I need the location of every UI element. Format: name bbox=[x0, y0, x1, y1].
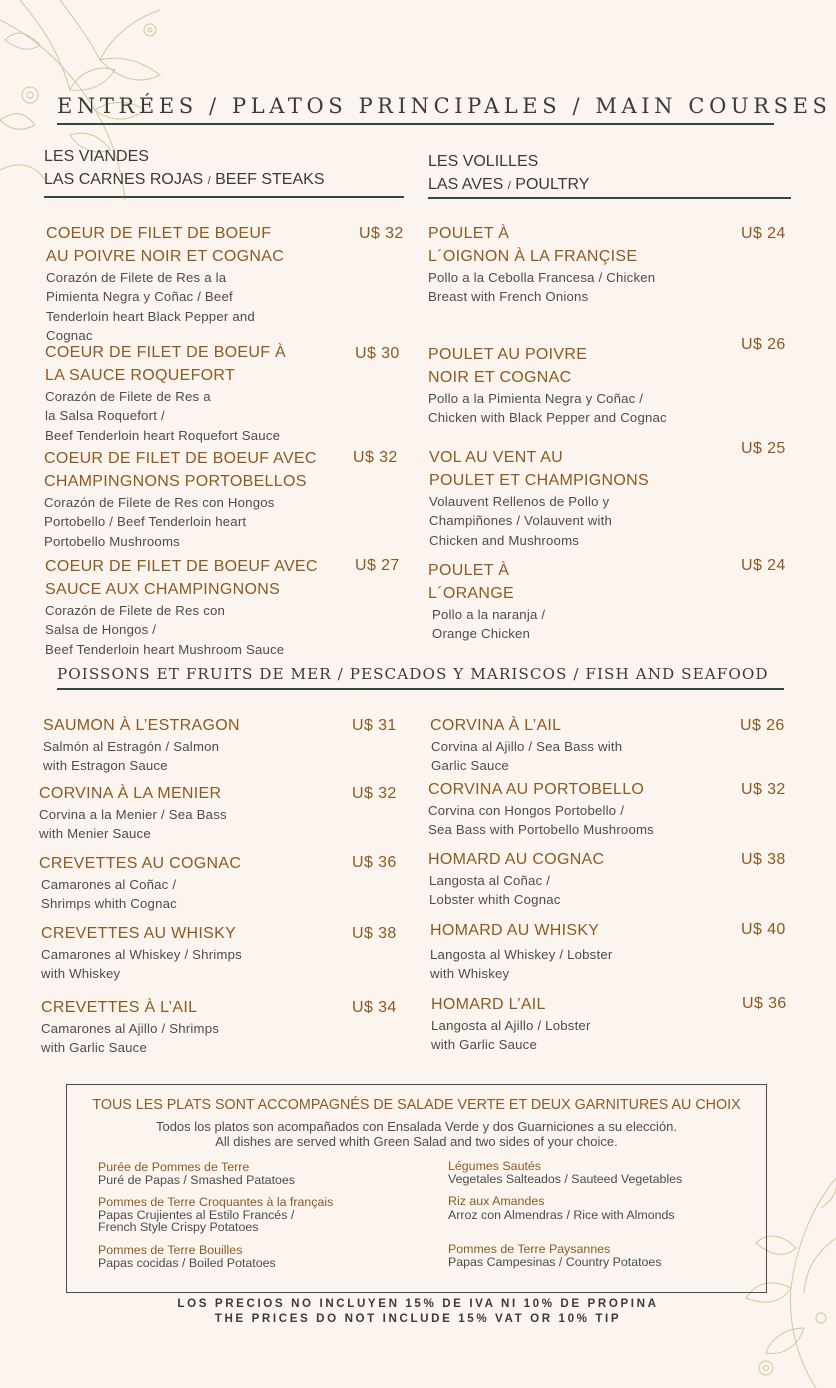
item-name: CREVETTES AU WHISKY bbox=[41, 925, 237, 942]
item-description: with Menier Sauce bbox=[39, 826, 151, 842]
item-description: with Whiskey bbox=[430, 966, 510, 982]
item-price: U$ 36 bbox=[742, 995, 787, 1012]
item-description: Corazón de Filete de Res a bbox=[45, 389, 211, 404]
side-name: Pommes de Terre Paysannes bbox=[448, 1242, 611, 1256]
item-name: POULET À bbox=[428, 562, 510, 579]
item-description: Pimienta Negra y Coñac / Beef bbox=[46, 289, 233, 305]
item-description: Camarones al Whiskey / Shrimps bbox=[41, 947, 242, 962]
item-description: Beef Tenderloin heart Mushroom Sauce bbox=[45, 641, 285, 657]
item-price: U$ 32 bbox=[741, 781, 786, 798]
item-description: with Garlic Sauce bbox=[41, 1040, 148, 1056]
item-name: HOMARD AU WHISKY bbox=[430, 922, 600, 939]
side-description: Papas cocidas / Boiled Potatoes bbox=[98, 1255, 276, 1270]
item-name: SAUMON À L’ESTRAGON bbox=[43, 717, 240, 734]
item-name: COEUR DE FILET DE BOEUF AVEC bbox=[44, 450, 317, 467]
side-description: Arroz con Almendras / Rice with Almonds bbox=[448, 1207, 675, 1222]
item-name: CORVINA AU PORTOBELLO bbox=[428, 781, 645, 798]
menu-item-seafood-right-3 bbox=[428, 848, 604, 910]
side-description: Papas Campesinas / Country Potatoes bbox=[448, 1254, 662, 1269]
meats-heading bbox=[44, 145, 325, 193]
item-name: AU POIVRE NOIR ET COGNAC bbox=[46, 248, 285, 265]
side-option bbox=[448, 1195, 675, 1221]
item-description: Chicken and Mushrooms bbox=[429, 532, 580, 548]
item-name: LA SAUCE ROQUEFORT bbox=[45, 367, 236, 384]
seafood-section-title: POISSONS ET FRUITS DE MER / PESCADOS Y MARISCOS / FISH AND SEAFOOD bbox=[57, 665, 769, 683]
sides-subtitle-en: All dishes are served whith Green Salad and two sides of your choice. bbox=[215, 1134, 618, 1149]
menu-item-seafood-left-4 bbox=[41, 922, 242, 984]
item-name: HOMARD AU COGNAC bbox=[428, 851, 605, 868]
item-name: POULET ET CHAMPIGNONS bbox=[429, 472, 649, 489]
item-price: U$ 36 bbox=[352, 854, 397, 871]
item-description: la Salsa Roquefort / bbox=[45, 408, 165, 424]
item-description: Chicken with Black Pepper and Cognac bbox=[428, 410, 667, 426]
item-description: Lobster whith Cognac bbox=[429, 892, 561, 908]
item-name: L´ORANGE bbox=[428, 585, 514, 602]
poultry-heading-en: POULTRY bbox=[515, 176, 590, 193]
item-description: Breast with French Onions bbox=[428, 289, 589, 305]
item-price: U$ 31 bbox=[352, 717, 397, 734]
item-name: POULET À bbox=[428, 225, 510, 242]
item-name: COEUR DE FILET DE BOEUF bbox=[46, 225, 272, 242]
menu-item-meat-4 bbox=[45, 555, 318, 659]
side-name: Légumes Sautés bbox=[448, 1159, 541, 1173]
meats-heading-es: LAS CARNES ROJAS bbox=[44, 171, 204, 188]
side-description: French Style Crispy Potatoes bbox=[98, 1220, 259, 1234]
item-description: Pollo a la Cebolla Francesa / Chicken bbox=[428, 270, 656, 285]
side-description: Puré de Papas / Smashed Patatoes bbox=[98, 1172, 295, 1187]
menu-item-seafood-left-1 bbox=[43, 714, 240, 776]
item-name: CREVETTES À L’AIL bbox=[41, 999, 198, 1016]
side-option bbox=[448, 1160, 682, 1185]
item-price: U$ 30 bbox=[355, 345, 400, 362]
meats-heading-en: BEEF STEAKS bbox=[215, 171, 325, 188]
item-price: U$ 34 bbox=[352, 999, 397, 1016]
menu-item-poultry-4 bbox=[428, 559, 545, 644]
item-name: CHAMPINGNONS PORTOBELLOS bbox=[44, 473, 307, 490]
item-price: U$ 27 bbox=[355, 557, 400, 574]
item-price: U$ 40 bbox=[741, 921, 786, 938]
menu-item-meat-1 bbox=[46, 222, 284, 345]
meats-heading-separator: / bbox=[207, 175, 211, 187]
footer-note-en: THE PRICES DO NOT INCLUDE 15% VAT OR 10% TIP bbox=[214, 1312, 622, 1325]
menu-item-seafood-right-1 bbox=[430, 714, 622, 776]
menu-item-seafood-right-2 bbox=[428, 778, 654, 840]
item-name: COEUR DE FILET DE BOEUF AVEC bbox=[45, 558, 318, 575]
poultry-heading-line-1: LES VOLILLES bbox=[428, 153, 539, 170]
side-option bbox=[98, 1196, 333, 1234]
item-description: Volauvent Rellenos de Pollo y bbox=[429, 494, 610, 509]
item-description: Pollo a la naranja / bbox=[432, 607, 546, 622]
menu-item-seafood-right-5 bbox=[431, 993, 591, 1055]
meats-heading-rule bbox=[44, 196, 404, 198]
side-option bbox=[98, 1244, 276, 1269]
meats-heading-line-1: LES VIANDES bbox=[44, 148, 149, 165]
item-price: U$ 24 bbox=[741, 557, 786, 574]
poultry-heading-line-2 bbox=[428, 173, 589, 198]
item-description: Corvina a la Menier / Sea Bass bbox=[39, 807, 227, 822]
item-description: Corazón de Filete de Res a la bbox=[46, 270, 227, 285]
item-description: with Estragon Sauce bbox=[43, 758, 168, 774]
menu-item-poultry-1 bbox=[428, 222, 655, 307]
item-price: U$ 26 bbox=[740, 717, 785, 734]
item-name: HOMARD L’AIL bbox=[431, 996, 546, 1013]
meats-heading-line-2 bbox=[44, 168, 325, 193]
item-price: U$ 32 bbox=[359, 225, 404, 242]
item-description: with Garlic Sauce bbox=[431, 1037, 538, 1053]
item-price: U$ 32 bbox=[352, 785, 397, 802]
poultry-heading-separator: / bbox=[507, 180, 511, 192]
item-name: COEUR DE FILET DE BOEUF À bbox=[45, 344, 287, 361]
item-price: U$ 32 bbox=[353, 449, 398, 466]
page-title: ENTRÉES / PLATOS PRINCIPALES / MAIN COURSES bbox=[57, 94, 832, 118]
item-description: Camarones al Coñac / bbox=[41, 877, 177, 892]
item-price: U$ 38 bbox=[352, 925, 397, 942]
item-description: Champiñones / Volauvent with bbox=[429, 513, 613, 529]
menu-item-poultry-3 bbox=[429, 446, 649, 550]
item-description: Corvina al Ajillo / Sea Bass with bbox=[431, 739, 623, 754]
menu-item-meat-3 bbox=[44, 447, 317, 551]
sides-subtitle-es: Todos los platos son acompañados con Ensalada Verde y dos Guarniciones a su elección. bbox=[155, 1119, 678, 1134]
item-description: Shrimps whith Cognac bbox=[41, 896, 177, 912]
menu-item-seafood-left-5 bbox=[41, 996, 219, 1058]
item-name: NOIR ET COGNAC bbox=[428, 369, 572, 386]
side-option bbox=[448, 1243, 662, 1268]
item-description: Pollo a la Pimienta Negra y Coñac / bbox=[428, 391, 644, 406]
item-description: Sea Bass with Portobello Mushrooms bbox=[428, 822, 654, 838]
item-description: Corvina con Hongos Portobello / bbox=[428, 803, 625, 818]
item-name: VOL AU VENT AU bbox=[429, 449, 564, 466]
item-price: U$ 26 bbox=[741, 336, 786, 353]
item-description: Tenderloin heart Black Pepper and bbox=[46, 308, 255, 324]
menu-item-meat-2 bbox=[45, 341, 286, 445]
item-description: Cognac bbox=[46, 327, 93, 343]
item-name: L´OIGNON À LA FRANÇISE bbox=[428, 248, 638, 265]
item-name: POULET AU POIVRE bbox=[428, 346, 588, 363]
item-name: CREVETTES AU COGNAC bbox=[39, 855, 242, 872]
menu-item-seafood-right-4 bbox=[430, 919, 612, 984]
side-name: Purée de Pommes de Terre bbox=[98, 1160, 250, 1174]
poultry-heading-es: LAS AVES bbox=[428, 176, 504, 193]
menu-item-poultry-2 bbox=[428, 343, 667, 428]
item-description: Camarones al Ajillo / Shrimps bbox=[41, 1021, 220, 1036]
item-price: U$ 38 bbox=[741, 851, 786, 868]
side-name: Pommes de Terre Bouilles bbox=[98, 1243, 243, 1257]
item-description: Corazón de Filete de Res con bbox=[45, 603, 226, 618]
item-description: Portobello / Beef Tenderloin heart bbox=[44, 514, 247, 530]
sides-title: TOUS LES PLATS SONT ACCOMPAGNÉS DE SALADE VERTE ET DEUX GARNITURES AU CHOIX bbox=[92, 1097, 741, 1113]
footer-note-es: LOS PRECIOS NO INCLUYEN 15% DE IVA NI 10% DE PROPINA bbox=[177, 1297, 659, 1310]
title-underline bbox=[57, 123, 774, 125]
side-name: Pommes de Terre Croquantes à la français bbox=[98, 1195, 334, 1209]
item-description: Salsa de Hongos / bbox=[45, 622, 157, 638]
menu-item-seafood-left-2 bbox=[39, 782, 227, 844]
item-description: Langosta al Coñac / bbox=[429, 873, 551, 888]
poultry-heading-rule bbox=[428, 197, 791, 199]
side-description: Vegetales Salteados / Sauteed Vegetables bbox=[448, 1171, 683, 1186]
menu-item-seafood-left-3 bbox=[39, 852, 241, 914]
item-description: Salmón al Estragón / Salmon bbox=[43, 739, 220, 754]
item-name: CORVINA À LA MENIER bbox=[39, 785, 222, 802]
item-price: U$ 24 bbox=[741, 225, 786, 242]
item-description: Beef Tenderloin heart Roquefort Sauce bbox=[45, 427, 281, 443]
side-description: Papas Crujientes al Estilo Francés / bbox=[98, 1207, 295, 1222]
item-description: Langosta al Ajillo / Lobster bbox=[431, 1018, 591, 1033]
item-description: Portobello Mushrooms bbox=[44, 533, 180, 549]
side-name: Riz aux Amandes bbox=[448, 1194, 545, 1208]
seafood-title-underline bbox=[57, 688, 784, 690]
poultry-heading bbox=[428, 150, 589, 198]
item-description: with Whiskey bbox=[41, 966, 121, 982]
sides-info-box bbox=[66, 1084, 767, 1293]
item-name: SAUCE AUX CHAMPINGNONS bbox=[45, 581, 281, 598]
item-description: Langosta al Whiskey / Lobster bbox=[430, 947, 613, 962]
item-price: U$ 25 bbox=[741, 440, 786, 457]
item-name: CORVINA À L’AIL bbox=[430, 717, 562, 734]
item-description: Corazón de Filete de Res con Hongos bbox=[44, 495, 275, 510]
item-description: Garlic Sauce bbox=[431, 758, 509, 774]
side-option bbox=[98, 1161, 295, 1186]
item-description: Orange Chicken bbox=[432, 626, 531, 642]
